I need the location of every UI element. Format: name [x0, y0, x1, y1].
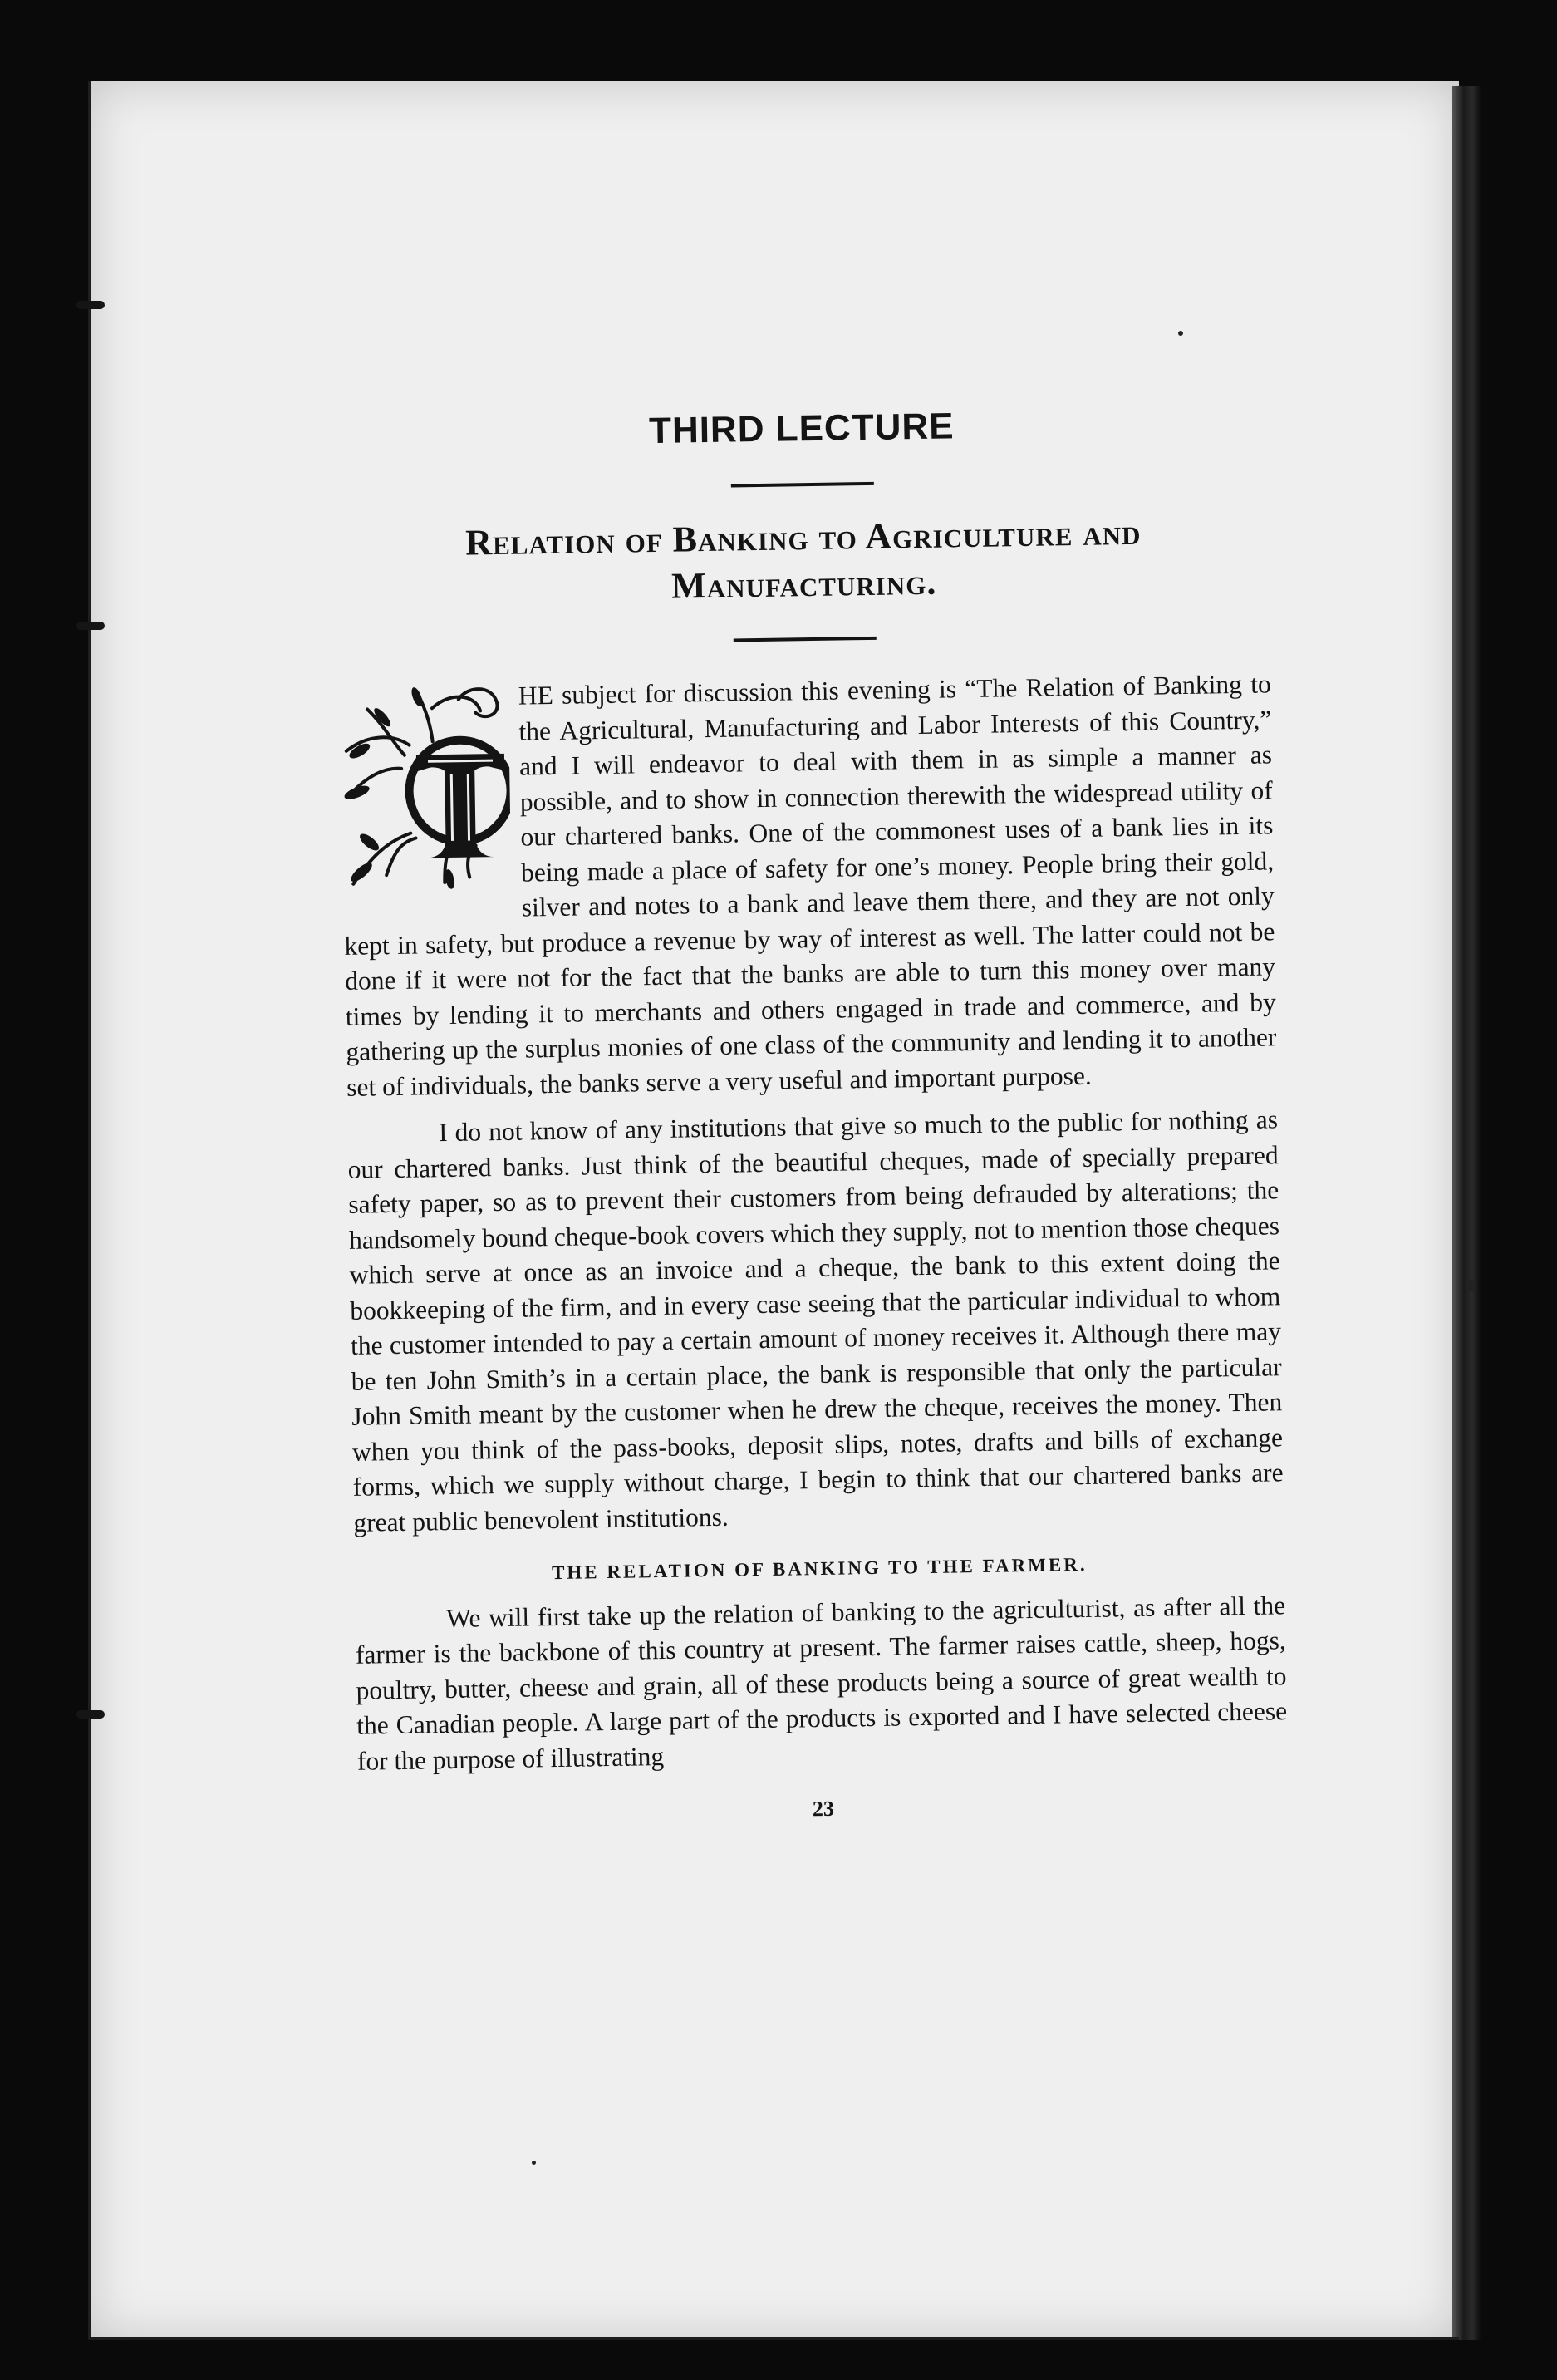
ornamental-initial-icon [333, 674, 511, 901]
margin-mark [76, 301, 105, 309]
dust-speck [1178, 331, 1183, 336]
chapter-divider [734, 637, 877, 642]
left-margin-rule [88, 81, 91, 2340]
section-heading: THE RELATION OF BANKING TO THE FARMER. [551, 1553, 1088, 1584]
body-text [340, 666, 1288, 1778]
dust-speck [1466, 1280, 1476, 1291]
dust-speck [532, 2161, 536, 2165]
page-number: 23 [812, 1796, 835, 1822]
paragraph: I do not know of any institutions that give so much to the public for nothing as our chartered banks. Just think of the beautiful cheques, made of specially prepared safety paper, so as to prevent their customers from being defrauded by alterations; the handsomely bound cheque-book covers which they supply, not to mention those cheques which serve at once as an invoice and a cheque, the bank to this extent doing the bookkeeping of the firm, and in every case seeing that the particular individual to whom the customer intended to pay a certain amount of money receives it. Although there may be ten John Smith’s in a certain place, the bank is responsible that only the particular John Smith meant by the customer when he drew the cheque, receives the money. Then when you think of the pass-books, deposit slips, notes, drafts and bills of exchange forms, which we supply without charge, I begin to think that our chartered banks are great public benevolent institutions. [347, 1104, 1284, 1537]
bottom-margin-rule [88, 2337, 1459, 2340]
title-divider [731, 482, 874, 488]
chapter-title [337, 507, 1270, 615]
paragraph: We will first take up the relation of banking to the agriculturist, as after all the farmer is the backbone of this country at present. The farmer raises cattle, sheep, hogs, poultry, butter, cheese and grain, all of these products being a source of great wealth to the Canadian people. A large part of the products is exported and I have selected cheese for the purpose of illustrating [355, 1590, 1288, 1776]
paragraph: HE subject for discussion this evening is “The Relation of Banking to the Agricultural, Manufacturing and Labor Interests of this Country,” and I will endeavor to deal with them in as simple a manner as possible, and to show in connection therewith the widespread utility of our chartered banks. One of the commonest uses of a bank lies in its being made a place of safety for one’s money. People bring their gold, silver and notes to a bank and leave them there, and they are not only kept in safety, but produce a revenue by way of interest as well. The latter could not be done if it were not for the fact that the banks are able to turn this money over many times by lending it to merchants and others engaged in trade and commerce, and by gathering up the surplus monies of one class of the community and lending it to another set of individuals, the banks serve a very useful and important purpose. [344, 669, 1277, 1102]
chapter-title-line: Relation of Banking to Agriculture and [464, 511, 1142, 563]
margin-mark [76, 1710, 105, 1719]
lecture-title: THIRD LECTURE [648, 406, 955, 452]
chapter-title-line: Manufacturing. [670, 561, 937, 607]
page-edge-shadow [1452, 86, 1481, 2340]
margin-mark [76, 622, 105, 630]
page-content [336, 376, 1289, 1828]
